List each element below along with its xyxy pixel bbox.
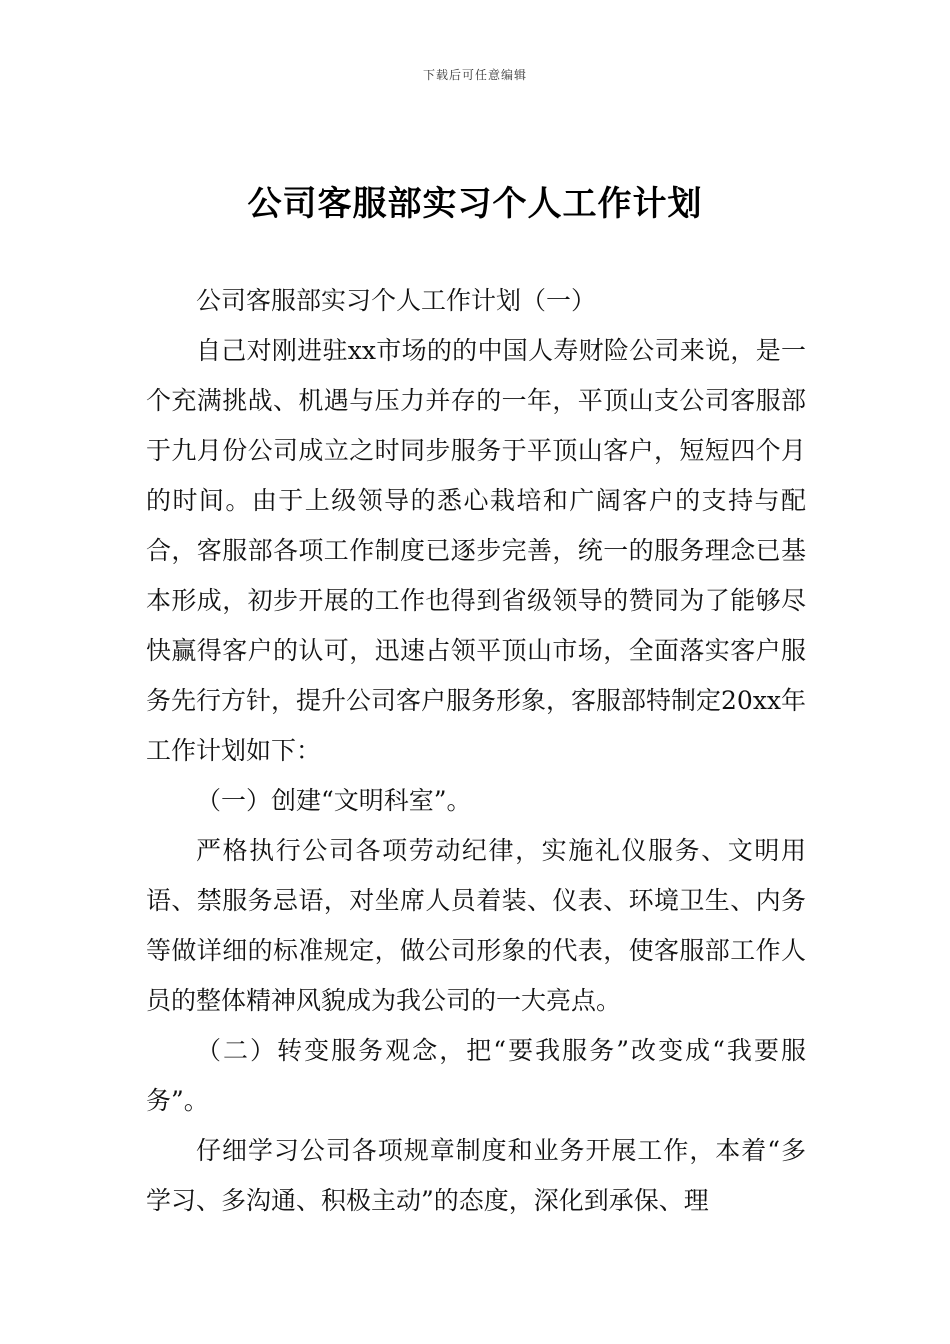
body-paragraph: 严格执行公司各项劳动纪律，实施礼仪服务、文明用语、禁服务忌语，对坐席人员着装、仪表、环境卫生、内务等做详细的标准规定，做公司形象的代表，使客服部工作人员的整体精神风貌成为我公司的一大亮点。 <box>146 836 806 1015</box>
document-body <box>146 276 806 1226</box>
section-heading: （二）转变服务观念，把“要我服务”改变成“我要服务”。 <box>146 1036 806 1115</box>
section-heading: （一）创建“文明科室”。 <box>196 786 472 815</box>
header-note: 下载后可任意编辑 <box>422 68 527 82</box>
document-title: 公司客服部实习个人工作计划 <box>247 184 703 224</box>
body-paragraph: 仔细学习公司各项规章制度和业务开展工作，本着“多学习、多沟通、积极主动”的态度，深化到承保、理 <box>146 1136 806 1215</box>
section-subtitle: 公司客服部实习个人工作计划（一） <box>196 286 597 315</box>
body-paragraph: 自己对刚进驻xx市场的的中国人寿财险公司来说，是一个充满挑战、机遇与压力并存的一年，平顶山支公司客服部于九月份公司成立之时同步服务于平顶山客户，短短四个月的时间。由于上级领导的悉心栽培和广阔客户的支持与配合，客服部各项工作制度已逐步完善，统一的服务理念已基本形成，初步开展的工作也得到省级领导的赞同为了能够尽快赢得客户的认可，迅速占领平顶山市场，全面落实客户服务先行方针，提升公司客户服务形象，客服部特制定20xx年工作计划如下： <box>146 336 807 765</box>
